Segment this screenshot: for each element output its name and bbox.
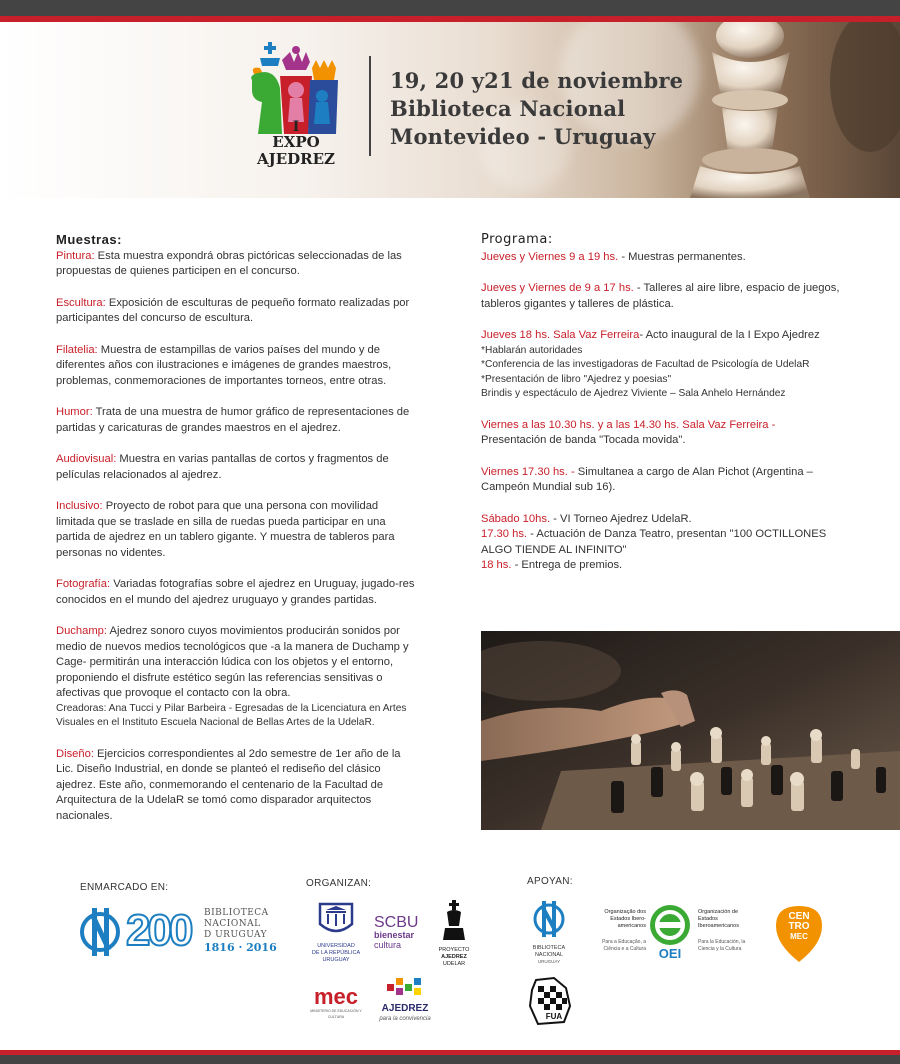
proyecto-ajedrez-logo — [434, 900, 474, 966]
oei-acronym: OEI — [658, 946, 682, 961]
programa-item-3: Jueves 18 hs. Sala Vaz Ferreira- Acto inaugural de la I Expo Ajedrez *Hablarán autoridades *Conferencia de las investigadoras de Facultad de Psicología de UdelaR *Presentación de libro "Ajedrez y poesias" Brindis y espectáculo de Ajedrez Viviente – Sala Anhelo Hernández — [481, 329, 820, 399]
muestra-text: Proyecto de robot para que una persona con movilidad limitada que se traslade en silla de ruedas pueda participar en una partida de ajedrez en un tablero gigante. Y muestra de tableros para personas no videntes. — [56, 500, 395, 559]
muestra-item — [56, 296, 418, 327]
muestra-text: Esta muestra expondrá obras pictóricas seleccionadas de las propuestas de quienes participen en el concurso. — [56, 249, 402, 277]
mec-name: mec — [313, 984, 359, 1009]
muestras-title: Muestras: — [56, 232, 122, 247]
muestra-item — [56, 577, 418, 608]
ajedrez-convivencia-logo — [376, 976, 434, 1026]
event-dates: 19, 20 y21 de noviembre — [390, 68, 684, 93]
udelar-line2: DE LA REPÚBLICA — [311, 950, 361, 956]
oei-logo — [588, 903, 748, 965]
logo-text-expo: EXPO — [272, 133, 320, 151]
oei-right-sub: Para la Educación, la Ciencia y la Cultura — [698, 939, 746, 952]
centromec-line2: TRO — [788, 921, 810, 932]
biblioteca-nacional-logo — [527, 898, 571, 962]
centromec-line1: CEN — [788, 911, 810, 922]
muestra-text: Ajedrez sonoro cuyos movimientos producirán sonidos por medio de nuevos medios tecnológicos que -a la manera de Duchamp y Cage- permitirán una interacción lúdica con los objetos y el entorno, proponiendo el disfrute estético según las referencias sensitivas o afectivas que provoque el contacto con la obra. — [56, 625, 409, 699]
udelar-logo — [308, 900, 364, 966]
muestra-name: Filatelia: — [56, 343, 98, 356]
muestra-name: Duchamp: — [56, 625, 107, 637]
centromec-line3: MEC — [790, 932, 808, 941]
bn-line2: NACIONAL — [534, 952, 564, 958]
muestras-column — [56, 232, 418, 840]
logo-text-ajedrez: AJEDREZ — [256, 150, 336, 168]
oei-right-title: Organización de Estados Iberoamericanos — [698, 909, 739, 929]
muestra-text: Ejercicios correspondientes al 2do semestre de 1er año de la Lic. Diseño Industrial, en donde se planteó el rediseño del clásico ajedrez. Este año, conmemorando el centenario de la Facultad de Arquitectura de la UdelaR se tomó como disparador arquitectos nacionales. — [56, 747, 401, 822]
bn200-years: 1816 · 2016 — [204, 941, 277, 954]
programa-title: Programa: — [481, 232, 553, 247]
muestra-text: Variadas fotografías sobre el ajedrez en Uruguay, jugado-res conocidos en el mundo del ajedrez uruguayo y grandes partidas. — [56, 578, 415, 606]
programa-item-2: Jueves y Viernes de 9 a 17 hs. - Talleres al aire libre, espacio de juegos, tableros gigantes y talleres de plástica. — [481, 282, 840, 310]
programa-item-7: 17.30 hs. - Actuación de Danza Teatro, presentan "100 OCTILLONES ALGO TIENDE AL INFINITO" — [481, 528, 827, 556]
proyecto-line3: UDELAR — [442, 961, 466, 967]
programa-item-1: Jueves y Viernes 9 a 19 hs. - Muestras permanentes. — [481, 250, 746, 263]
top-bar — [0, 0, 900, 22]
muestra-item — [56, 747, 418, 825]
oei-left-sub: Para a Educação, a Ciência e a Cultura — [602, 939, 646, 952]
fua-text: FUA — [545, 1012, 563, 1021]
bn200-line2: NACIONAL — [204, 919, 261, 929]
bn-monogram-icon — [78, 904, 122, 960]
muestra-item — [56, 624, 418, 731]
muestra-name: Humor: — [56, 406, 93, 418]
muestra-name: Pintura: — [56, 249, 95, 262]
udelar-line1: UNIVERSIDAD — [317, 943, 355, 949]
muestra-item — [56, 499, 418, 561]
programa-column — [481, 232, 841, 574]
bn-line3: URUGUAY — [537, 959, 561, 964]
expo-ajedrez-logo — [246, 40, 346, 180]
muestra-name: Inclusivo: — [56, 500, 103, 512]
muestra-item — [56, 343, 418, 390]
muestra-item — [56, 405, 418, 436]
chess-queen-photo — [640, 22, 900, 198]
programa-item-4: Viernes a las 10.30 hs. y a las 14.30 hs. Sala Vaz Ferreira - Presentación de banda "Tocada movida". — [481, 418, 776, 446]
muestra-text: Muestra en varias pantallas de cortos y fragmentos de películas relacionados al ajedrez. — [56, 453, 389, 481]
event-city: Montevideo - Uruguay — [390, 124, 656, 149]
muestra-text: Muestra de estampillas de varios países del mundo y de diferentes años con ilustraciones e imágenes de grandes maestros, problemas, conmemoraciones de importantes torneos, entre otras. — [56, 343, 392, 387]
colored-squares-icon — [385, 976, 425, 998]
chess-hand-photo — [481, 631, 900, 830]
fua-logo — [528, 976, 572, 1026]
event-venue: Biblioteca Nacional — [390, 96, 626, 121]
oei-symbol-icon — [648, 903, 692, 951]
bn-line1: BIBLIOTECA — [532, 945, 566, 951]
scbu-line1: bienestar — [374, 930, 415, 940]
proyecto-line2: AJEDREZ — [441, 954, 467, 960]
bottom-bar — [0, 1050, 900, 1064]
bn-monogram-small-icon — [529, 898, 569, 940]
enmarcado-label: ENMARCADO EN: — [80, 882, 169, 893]
centro-mec-logo — [774, 904, 824, 964]
udelar-line3: URUGUAY — [322, 957, 350, 963]
ajedrez-conv-sub: para la convivencia — [379, 1016, 431, 1022]
muestra-extra: Creadoras: Ana Tucci y Pilar Barbeira - Egresadas de la Licenciatura en Artes Visuales en el Instituto Escuela Nacional de Bellas Artes de la UdelaR. — [56, 702, 407, 728]
header-divider — [369, 56, 371, 156]
ajedrez-conv-name: AJEDREZ — [381, 1003, 429, 1014]
muestra-item — [56, 249, 418, 280]
programa-item-6: Sábado 10hs. - VI Torneo Ajedrez UdelaR. — [481, 512, 692, 525]
muestra-text: Exposición de esculturas de pequeño formato realizadas por participantes del concurso de escultura. — [56, 296, 410, 324]
oei-left-title: Organização dos Estados Ibero-americanos — [604, 909, 646, 929]
university-building-icon — [316, 900, 356, 938]
proyecto-line1: PROYECTO — [438, 947, 470, 953]
scbu-logo — [374, 914, 424, 954]
mec-logo — [306, 986, 366, 1018]
biblioteca-200-logo — [78, 904, 278, 960]
muestra-name: Escultura: — [56, 296, 106, 309]
muestra-text: Trata de una muestra de humor gráfico de representaciones de partidas y caricaturas de grandes maestros en el ajedrez. — [56, 406, 410, 434]
scbu-name: SCBU — [374, 914, 419, 931]
bn200-line1: BIBLIOTECA — [204, 908, 269, 918]
scbu-line2: cultura — [374, 940, 402, 950]
logo-text-roman: I — [292, 119, 300, 135]
muestra-item — [56, 452, 418, 483]
bn200-number: 200 — [126, 906, 191, 955]
muestra-name: Diseño: — [56, 747, 94, 760]
bn200-line3: D URUGUAY — [204, 930, 268, 940]
programa-item-5: Viernes 17.30 hs. - Simultanea a cargo de Alan Pichot (Argentina – Campeón Mundial sub 16). — [481, 465, 813, 493]
chess-king-icon — [439, 900, 469, 942]
apoyan-label: APOYAN: — [527, 876, 573, 887]
mec-sub: MINISTERIO DE EDUCACIÓN Y CULTURA — [310, 1009, 362, 1019]
organizan-label: ORGANIZAN: — [306, 878, 372, 889]
muestra-name: Audiovisual: — [56, 453, 117, 465]
programa-item-8: 18 hs. - Entrega de premios. — [481, 559, 623, 571]
muestra-name: Fotografía: — [56, 578, 111, 590]
